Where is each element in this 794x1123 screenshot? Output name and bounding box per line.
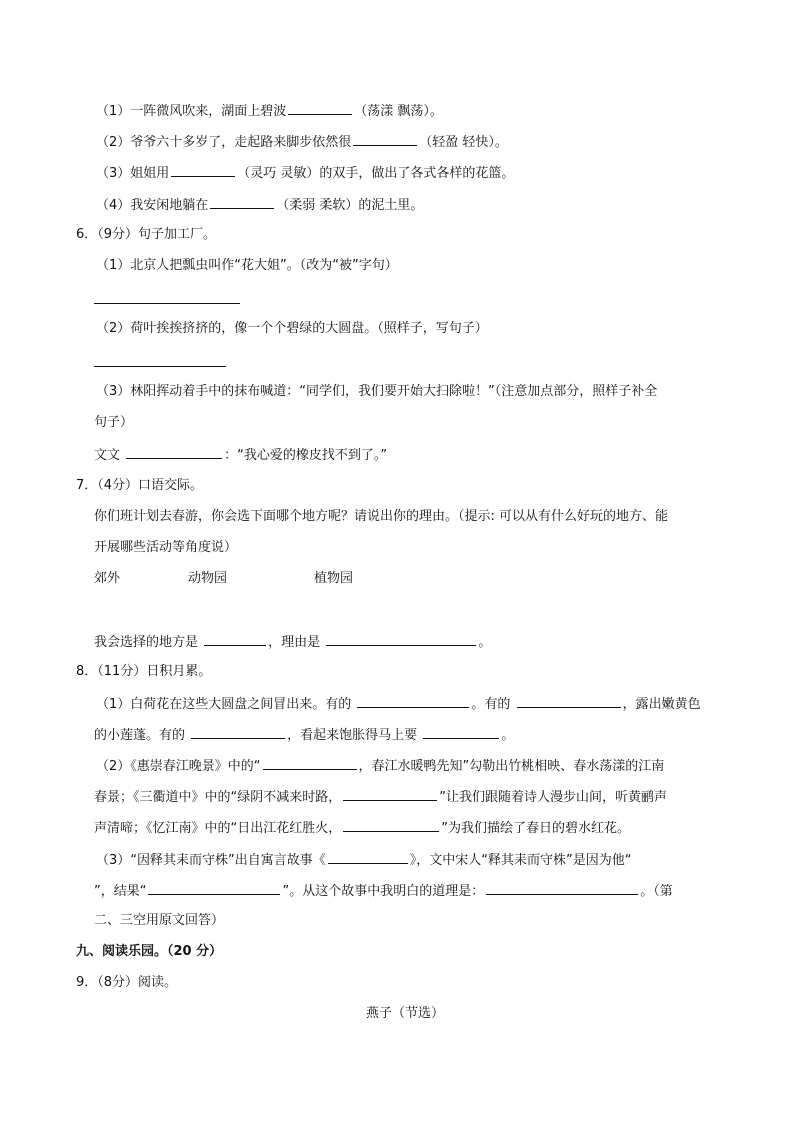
q5-item-3 bbox=[96, 163, 514, 183]
q5-item-3-options: （灵巧 灵敏）的双手，做出了各式各样的花篮。 bbox=[237, 166, 515, 181]
answer-blank[interactable] bbox=[326, 632, 476, 646]
q8-line-7-b: ”。从这个故事中我明白的道理是： bbox=[282, 884, 485, 899]
q8-line-2 bbox=[94, 725, 514, 745]
answer-blank[interactable] bbox=[148, 881, 280, 895]
q8-line-7 bbox=[94, 881, 673, 901]
q5-item-1 bbox=[96, 101, 443, 121]
answer-blank[interactable] bbox=[126, 445, 222, 459]
q5-item-3-text: （3）姐姐用 bbox=[96, 166, 170, 181]
answer-blank[interactable] bbox=[204, 632, 266, 646]
q8-heading: 8．（11分）日积月累。 bbox=[76, 664, 212, 679]
q8-line-2-c: 。 bbox=[501, 728, 515, 743]
answer-blank[interactable] bbox=[191, 725, 285, 739]
answer-blank[interactable] bbox=[486, 881, 638, 895]
q5-item-2-text: （2）爷爷六十多岁了，走起路来脚步依然很 bbox=[96, 135, 352, 150]
q7-answer-pre: 我会选择的地方是 bbox=[94, 635, 199, 650]
q8-line-4 bbox=[94, 787, 667, 807]
answer-line[interactable] bbox=[94, 366, 226, 367]
q8-line-6-b: 》，文中宋人“释其耒而守株”是因为他“ bbox=[409, 853, 632, 868]
answer-blank[interactable] bbox=[343, 818, 439, 832]
q8-line-5 bbox=[94, 818, 630, 838]
q7-option-suburb: 郊外 bbox=[94, 571, 121, 586]
answer-blank[interactable] bbox=[343, 787, 437, 801]
q7-answer-mid: ，理由是 bbox=[268, 635, 321, 650]
q6-sentence-3c-pre: 文文 bbox=[94, 448, 121, 463]
q8-line-5-b: ”为我们描绘了春日的碧水红花。 bbox=[441, 821, 630, 836]
q7-prompt-2: 开展哪些活动等角度说） bbox=[94, 540, 238, 555]
q8-line-1-b: 。有的 bbox=[471, 697, 511, 712]
q7-prompt-1: 你们班计划去春游，你会选下面哪个地方呢？请说出你的理由。（提示: 可以从有什么好玩的地方、能 bbox=[94, 509, 669, 524]
q8-line-5-a: 声清啼；《忆江南》中的“日出江花红胜火， bbox=[94, 821, 342, 836]
q8-line-2-b: ，看起来饱胀得马上要 bbox=[287, 728, 418, 743]
answer-blank[interactable] bbox=[210, 195, 274, 209]
q8-line-1-a: （1）白荷花在这些大圆盘之间冒出来。有的 bbox=[96, 697, 352, 712]
q5-item-2 bbox=[96, 132, 508, 152]
answer-blank[interactable] bbox=[171, 163, 235, 177]
q8-line-3-b: ，春江水暖鸭先知”勾勒出竹桃相映、春水荡漾的江南 bbox=[358, 759, 665, 774]
q8-line-8: 二、三空用原文回答） bbox=[94, 913, 225, 928]
q7-answer bbox=[94, 632, 491, 652]
q8-line-2-a: 的小莲蓬。有的 bbox=[94, 728, 186, 743]
q6-sentence-3c bbox=[94, 445, 387, 465]
q6-sentence-3a: （3）林阳挥动着手中的抹布喊道：“同学们，我们要开始大扫除啦！”（注意加点部分，照样子补全 bbox=[96, 384, 658, 399]
q8-line-7-a: ”，结果“ bbox=[94, 884, 147, 899]
q8-line-3 bbox=[96, 756, 664, 776]
q8-line-6-a: （3）“因释其耒而守株”出自寓言故事《 bbox=[96, 853, 326, 868]
q6-sentence-3c-post: ：“我心爱的橡皮找不到了。” bbox=[224, 448, 388, 463]
q6-sentence-2: （2）荷叶挨挨挤挤的，像一个个碧绿的大圆盘。（照样子，写句子） bbox=[96, 321, 488, 336]
q8-line-3-a: （2）《惠崇春江晚景》中的“ bbox=[96, 759, 261, 774]
q5-item-1-text: （1）一阵微风吹来，湖面上碧波 bbox=[96, 104, 287, 119]
answer-blank[interactable] bbox=[423, 725, 499, 739]
answer-blank[interactable] bbox=[288, 101, 352, 115]
answer-blank[interactable] bbox=[357, 694, 469, 708]
q8-line-1 bbox=[96, 694, 701, 714]
answer-line[interactable] bbox=[94, 303, 240, 304]
q7-heading: 7．（4分）口语交际。 bbox=[76, 478, 204, 493]
q5-item-1-options: （荡漾 飘荡）。 bbox=[354, 104, 443, 119]
q8-line-4-a: 春景；《三衢道中》中的“绿阴不减来时路， bbox=[94, 790, 342, 805]
q5-item-4 bbox=[96, 195, 423, 215]
q6-heading: 6．（9分）句子加工厂。 bbox=[76, 227, 217, 242]
q5-item-4-options: （柔弱 柔软）的泥土里。 bbox=[276, 198, 424, 213]
answer-blank[interactable] bbox=[263, 756, 357, 770]
q9-passage-title: 燕子（节选） bbox=[366, 1006, 445, 1021]
answer-blank[interactable] bbox=[517, 694, 621, 708]
q5-item-2-options: （轻盈 轻快）。 bbox=[419, 135, 508, 150]
section-9-heading: 九、阅读乐园。（20 分） bbox=[76, 944, 223, 959]
answer-blank[interactable] bbox=[353, 132, 417, 146]
q8-line-4-b: ”让我们跟随着诗人漫步山间，听黄鹂声 bbox=[439, 790, 667, 805]
q8-line-7-c: 。（第 bbox=[640, 884, 673, 899]
q6-sentence-1: （1）北京人把瓢虫叫作“花大姐”。（改为“被”字句） bbox=[96, 258, 398, 273]
q7-option-botanical-garden: 植物园 bbox=[314, 571, 354, 586]
q7-answer-post: 。 bbox=[478, 635, 492, 650]
answer-blank[interactable] bbox=[328, 850, 408, 864]
q8-line-1-c: ，露出嫩黄色 bbox=[622, 697, 701, 712]
q9-heading: 9．（8分）阅读。 bbox=[76, 975, 178, 990]
q5-item-4-text: （4）我安闲地躺在 bbox=[96, 198, 209, 213]
q6-sentence-3b: 句子） bbox=[94, 415, 134, 430]
q7-option-zoo: 动物园 bbox=[188, 571, 228, 586]
q8-line-6 bbox=[96, 850, 631, 870]
